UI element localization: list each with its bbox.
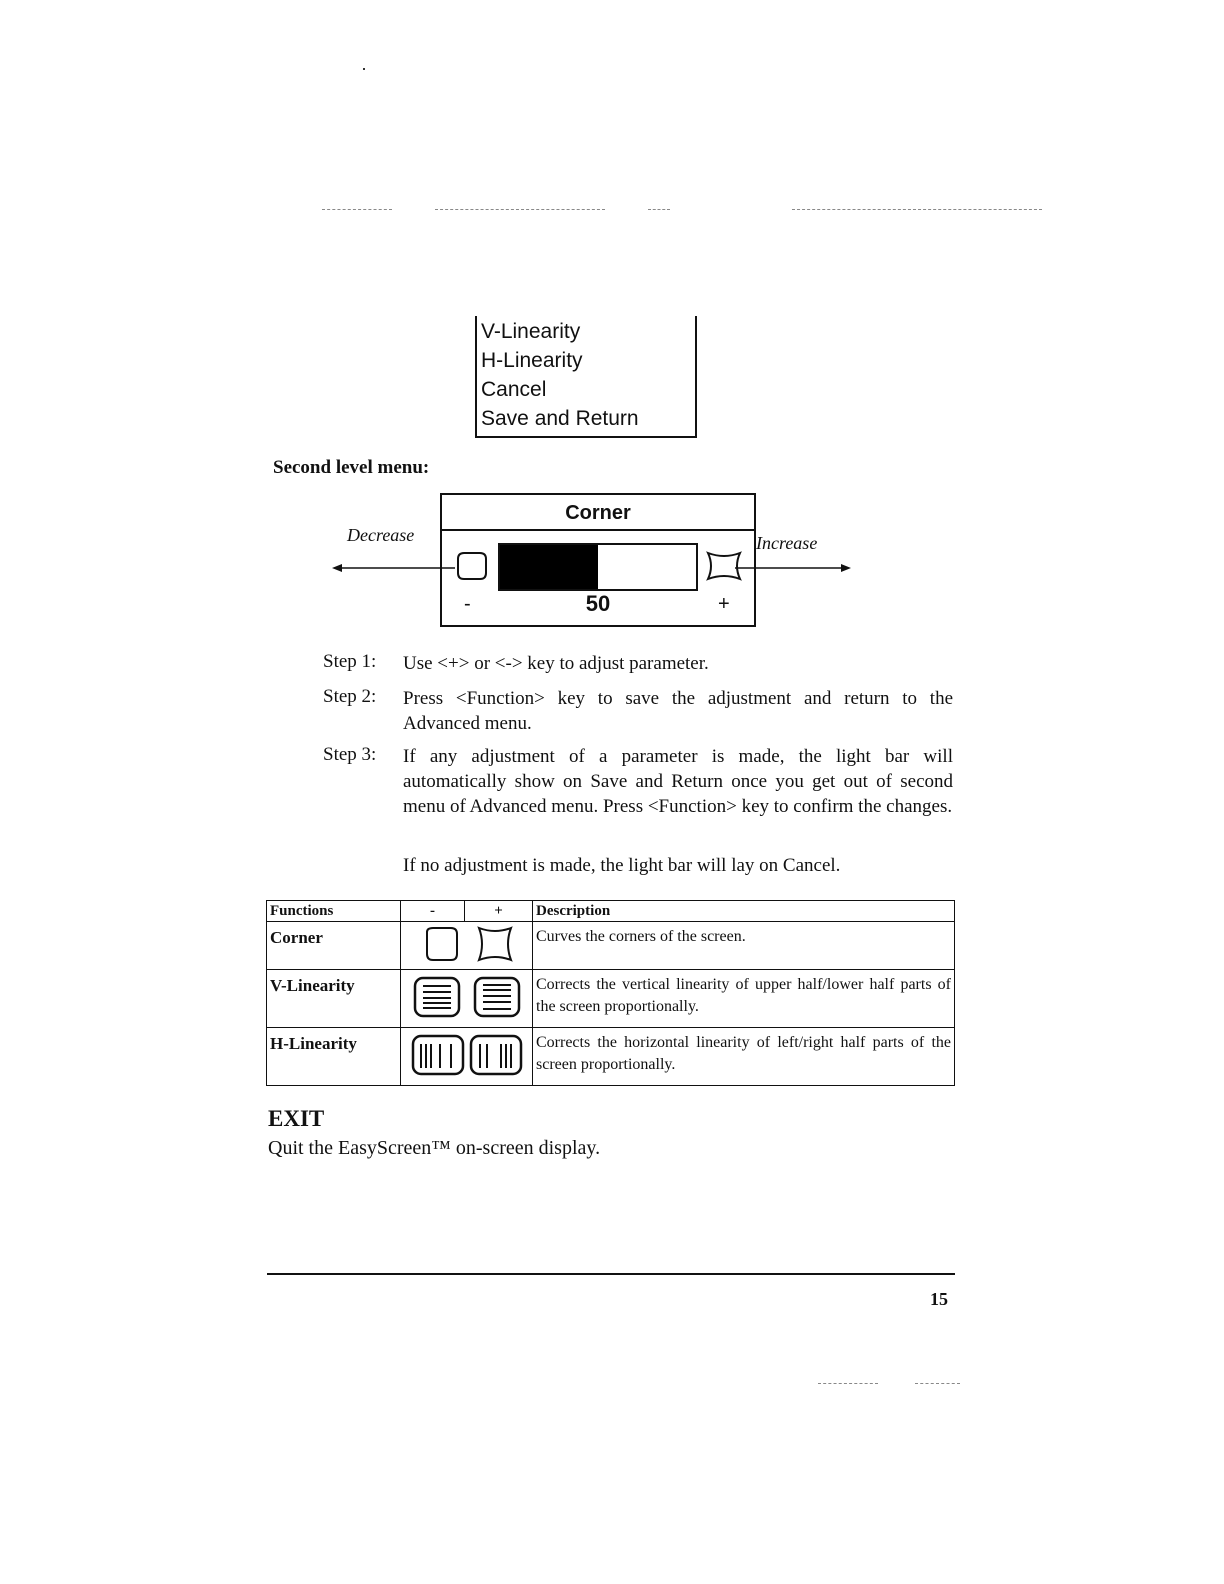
pincushion-corner-icon (479, 928, 511, 960)
osd-adjust-window (440, 493, 756, 627)
page-number: 15 (930, 1289, 948, 1309)
decrease-arrow-icon (330, 556, 455, 580)
rounded-corner-icon (427, 928, 457, 960)
table-row (267, 922, 955, 970)
osd-minus-sign: - (464, 593, 471, 615)
menu-item-cancel[interactable]: Cancel (481, 378, 547, 401)
pincushion-corner-icon (704, 549, 744, 583)
exit-heading: EXIT (268, 1106, 325, 1131)
v-linearity-minus-icon (415, 978, 459, 1016)
header-functions: Functions (267, 901, 401, 922)
row-name-corner: Corner (267, 922, 401, 970)
table-row (267, 1028, 955, 1086)
functions-table (266, 900, 955, 1086)
row-name-v-linearity: V-Linearity (267, 970, 401, 1028)
step-2-label: Step 2: (323, 686, 377, 707)
row-desc-v-linearity: Corrects the vertical linearity of upper half/lower half parts of the screen proportionally. (533, 970, 955, 1028)
step-2-text: Press <Function> key to save the adjustment and return to the Advanced menu. (403, 688, 953, 734)
h-linearity-icons (401, 1028, 533, 1086)
corner-icons (401, 922, 533, 970)
rounded-corner-icon (454, 549, 490, 583)
menu-item-save-and-return[interactable]: Save and Return (481, 407, 639, 430)
top-menu (475, 316, 697, 438)
h-linearity-minus-icon (413, 1036, 463, 1074)
header-plus: + (465, 901, 533, 922)
v-linearity-icons (401, 970, 533, 1028)
table-header-row (267, 901, 955, 922)
menu-item-h-linearity[interactable]: H-Linearity (481, 349, 583, 372)
table-row (267, 970, 955, 1028)
step-3-label: Step 3: (323, 744, 377, 765)
osd-level-fill (500, 545, 598, 589)
row-name-h-linearity: H-Linearity (267, 1028, 401, 1086)
header-minus: - (401, 901, 465, 922)
increase-label: Increase (756, 533, 818, 553)
step-1-text: Use <+> or <-> key to adjust parameter. (403, 653, 709, 674)
osd-plus-sign: + (718, 593, 730, 615)
decrease-label: Decrease (347, 525, 415, 545)
osd-level-bar[interactable] (498, 543, 698, 591)
osd-title: Corner (442, 495, 754, 531)
row-desc-h-linearity: Corrects the horizontal linearity of left/right half parts of the screen proportionally. (533, 1028, 955, 1086)
header-description: Description (533, 901, 955, 922)
menu-item-v-linearity[interactable]: V-Linearity (481, 320, 581, 343)
osd-value: 50 (585, 591, 611, 616)
second-level-menu-heading: Second level menu: (273, 457, 430, 478)
v-linearity-plus-icon (475, 978, 519, 1016)
step-3-text: If any adjustment of a parameter is made, the light bar will automatically show on Save and Return once you get out of second menu of Advanced menu. Press <Function> key to confirm the changes. (403, 746, 953, 817)
step-3-note: If no adjustment is made, the light bar will lay on Cancel. (403, 855, 841, 876)
step-1-label: Step 1: (323, 651, 377, 672)
exit-text: Quit the EasyScreen™ on-screen display. (268, 1137, 601, 1159)
row-desc-corner: Curves the corners of the screen. (533, 922, 955, 970)
footer-divider (267, 1273, 955, 1275)
h-linearity-plus-icon (471, 1036, 521, 1074)
